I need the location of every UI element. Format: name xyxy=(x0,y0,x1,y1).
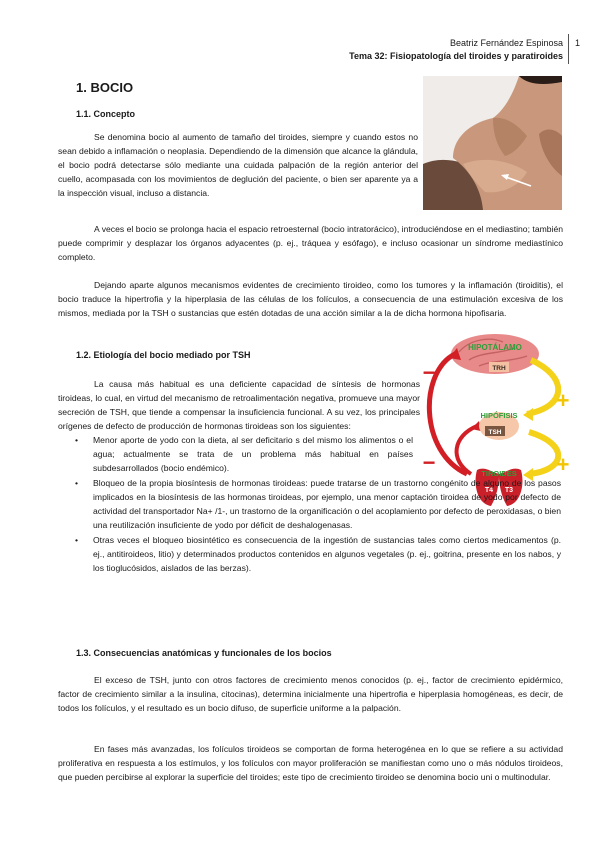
minus-sign-lower: − xyxy=(422,450,436,475)
label-tsh: TSH xyxy=(488,429,502,436)
paragraph-consecuencias-1: El exceso de TSH, junto con otros factores de crecimiento menos conocidos (p. ej., factor de crecimiento epidérmico, factor de crecimiento similar a la insulina, citocinas), determina inicialmente una hipertrofia e hiperplasia homogéneas, es decir, de todos los folículos, y el resultado es un bocio difuso, de superficie uniforme a la palpación. xyxy=(58,675,563,713)
bullet-icon: • xyxy=(75,435,79,445)
paragraph-etiologia-1: La causa más habitual es una deficiente capacidad de síntesis de hormonas tiroideas, lo cual, en virtud del mecanismo de retroalimentación negativa, promueve una mayor secreción de TSH, que tiende a compensar la insuficiencia funcional. A su vez, los principales orígenes de defecto de producción de hormonas tiroideas son los siguientes: xyxy=(58,379,420,431)
paragraph-concepto-2: A veces el bocio se prolonga hacia el espacio retroesternal (bocio intratorácico), introduciéndose en el mediastino; también puede comprimir y desplazar los órganos adyacentes (p. ej., tráquea y esófago), e incluso ocasionar un síndrome mediastínico completo. xyxy=(58,224,563,262)
label-trh: TRH xyxy=(492,365,506,372)
list-item: • Menor aporte de yodo con la dieta, al ser deficitario s del mismo los alimentos o el agua; actualmente se trata de un problema más habitual en países subdesarrollados (bocio endémico). xyxy=(75,435,413,473)
label-tiroides: TIROIDES xyxy=(481,469,517,478)
plus-sign-lower: + xyxy=(556,452,570,477)
minus-sign-upper: − xyxy=(422,360,436,385)
header-author: Beatriz Fernández Espinosa xyxy=(449,38,563,48)
label-t3: T3 xyxy=(504,487,514,494)
header-divider xyxy=(568,34,569,64)
bullet-icon: • xyxy=(75,478,79,488)
paragraph-consecuencias-2: En fases más avanzadas, los folículos tiroideos se comportan de forma heterogénea en lo que se refiere a su actividad proliferativa en respuesta a los estímulos, y los folículos con mayor proliferación se manifiestan como uno o más nódulos tiroideos, que pueden percibirse al explorar la superficie del tiroides; este tipo de crecimiento tiroideo se denomina bocio uni o multinodular. xyxy=(58,744,563,782)
label-t4: T4 xyxy=(484,487,494,494)
neck-goiter-photo xyxy=(423,76,562,210)
paragraph-concepto-1: Se denomina bocio al aumento de tamaño del tiroides, siempre y cuando estos no sean debido a inflamación o neoplasia. Dependiendo de la dimensión que alcance la glándula, el bocio podrá detectarse sólo mediante una cuidada palpación de la región anterior del cuello, acompasada con los movimientos de deglución del paciente, o bien ser aparente ya a la inspección visual, incluso a distancia. xyxy=(58,132,418,198)
section-title-bocio: 1. BOCIO xyxy=(76,80,134,95)
label-hipotalamo: HIPOTÁLAMO xyxy=(468,343,522,352)
etiologia-bullet-list xyxy=(75,433,561,576)
paragraph-concepto-3: Dejando aparte algunos mecanismos evidentes de crecimiento tiroideo, como los tumores y la inflamación (tiroiditis), el bocio traduce la hipertrofia y la hiperplasia de las células de los folículos, a consecuencia de una estimulación excesiva de los mismos, mediada por la TSH o sustancias que estén dotadas de una acción similar a la de dicha hormona hipofisaria. xyxy=(58,280,563,318)
bullet-icon: • xyxy=(75,535,79,545)
header-topic: Tema 32: Fisiopatología del tiroides y paratiroides xyxy=(349,51,563,61)
subsection-title-etiologia: 1.2. Etiología del bocio mediado por TSH xyxy=(76,350,251,360)
subsection-title-consecuencias: 1.3. Consecuencias anatómicas y funcionales de los bocios xyxy=(76,648,332,658)
subsection-title-concepto: 1.1. Concepto xyxy=(76,109,136,119)
list-item: • Otras veces el bloqueo biosintético es consecuencia de la ingestión de sustancias tales como ciertos medicamentos (p. ej., antitiroideos, litio) y determinados productos contenidos en algunos vegetales (p. ej., goitrina, presente en los nabos, y los tioglucósidos, aislados de las berzas). xyxy=(75,535,561,573)
list-item: • Bloqueo de la propia biosíntesis de hormonas tiroideas: puede tratarse de un trastorno congénito de alguno de los pasos implicados en la biosíntesis de las hormonas tiroideas, por ejemplo, una menor captación tiroidea de yodo por defecto de actividad del transportador Na+ /1-, un trastorno de la organificación o del acoplamiento por defecto de peroxidasas, o bien una reutilización insuficiente de yodo por déficit de deshalogenasas. xyxy=(75,478,561,530)
page-number: 1 xyxy=(575,38,581,48)
plus-sign-upper: + xyxy=(556,388,570,413)
label-hipofisis: HIPÓFISIS xyxy=(480,411,518,420)
